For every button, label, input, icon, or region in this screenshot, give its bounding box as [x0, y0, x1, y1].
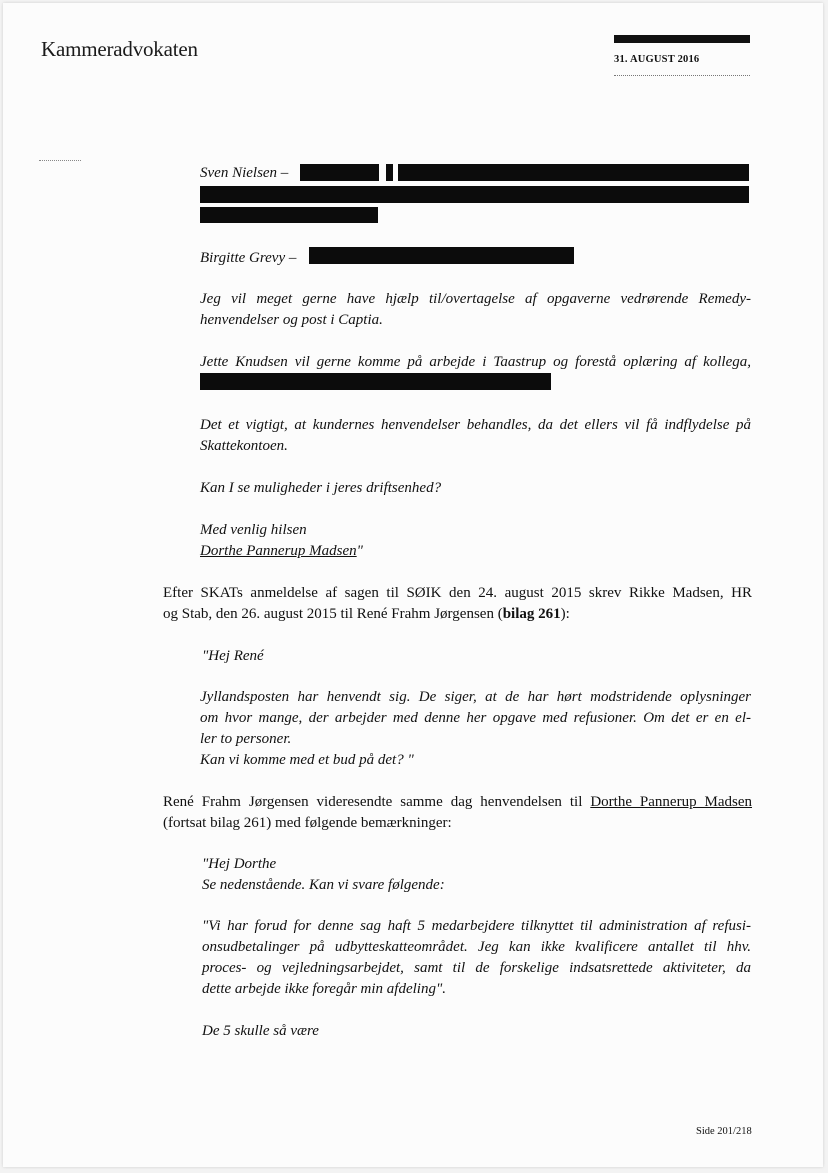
quote-close-mark: ": [356, 543, 363, 559]
quote2-greeting: "Hej René: [202, 648, 264, 664]
para1-line-2-pre: og Stab, den 26. august 2015 til René Frahm Jørgensen (: [163, 606, 503, 622]
birgitte-label: Birgitte Grevy –: [200, 250, 297, 266]
header-bar: [614, 35, 750, 43]
para2-line-1: [163, 792, 752, 813]
jette-line: Jette Knudsen vil gerne komme på arbejde i Taastrup og forestå oplæring af kollega,: [200, 354, 751, 370]
signature-name: Dorthe Pannerup Madsen: [200, 543, 357, 559]
vigtigt-line-1: Det et vigtigt, at kundernes henvendelser behandles, da det ellers vil få indflydelse på: [200, 417, 751, 433]
margin-divider: [39, 160, 81, 161]
quote3-last: De 5 skulle så være: [202, 1023, 319, 1039]
para1-line-2-post: ):: [560, 606, 570, 622]
redaction-block: [309, 247, 574, 264]
redaction-block: [300, 164, 379, 181]
para2-line-2: (fortsat bilag 261) med følgende bemærkninger:: [163, 815, 452, 831]
redaction-block: [386, 164, 393, 181]
quote2-line-3: ler to personer.: [200, 731, 292, 747]
closing-line: Med venlig hilsen: [200, 522, 307, 538]
signature-line: [200, 541, 363, 562]
quote3-greeting: "Hej Dorthe: [202, 856, 277, 872]
question-line: Kan I se muligheder i jeres driftsenhed?: [200, 480, 442, 496]
brand-logo-text: Kammeradvokaten: [41, 37, 198, 61]
para1-line-1: Efter SKATs anmeldelse af sagen til SØIK den 24. august 2015 skrev Rikke Madsen, HR: [163, 585, 752, 601]
help-line-1: Jeg vil meget gerne have hjælp til/overtagelse af opgaverne vedrørende Remedy-: [200, 291, 751, 307]
quote3-se-line: Se nedenstående. Kan vi svare følgende:: [202, 877, 445, 893]
recipient-name: Dorthe Pannerup Madsen: [590, 794, 753, 810]
document-date: 31. AUGUST 2016: [614, 54, 700, 65]
quote3-inner-2: onsudbetalinger på udbytteskatteområdet. Jeg kan ikke kvalificere antallet til hhv.: [202, 939, 751, 955]
page-number: Side 201/218: [696, 1126, 752, 1137]
para1-line-2: [163, 604, 570, 625]
quote3-inner-4: dette arbejde ikke foregår min afdeling".: [202, 981, 447, 997]
redaction-block: [200, 207, 378, 223]
sven-label: Sven Nielsen –: [200, 165, 289, 181]
para2-line-1-pre: René Frahm Jørgensen videresendte samme dag henvendelsen til: [163, 794, 591, 810]
quote3-inner-1: "Vi har forud for denne sag haft 5 medarbejdere tilknyttet til administration af refusi-: [202, 918, 751, 934]
bilag-reference: bilag 261: [502, 606, 561, 622]
quote2-line-2: om hvor mange, der arbejder med denne her opgave med refusioner. Om det er en el-: [200, 710, 751, 726]
quote3-inner-3: proces- og vejledningsarbejdet, samt til de forskelige indsatsrettede aktiviteter, da: [202, 960, 751, 976]
vigtigt-line-2: Skattekontoen.: [200, 438, 288, 454]
help-line-2: henvendelser og post i Captia.: [200, 312, 383, 328]
quote2-line-4: Kan vi komme med et bud på det? ": [200, 752, 414, 768]
redaction-block: [398, 164, 749, 181]
quote2-line-1: Jyllandsposten har henvendt sig. De siger, at de har hørt modstridende oplysninger: [200, 689, 751, 705]
redaction-block: [200, 186, 749, 203]
redaction-block: [200, 373, 551, 390]
date-divider: [614, 75, 750, 76]
document-page: [3, 3, 823, 1167]
